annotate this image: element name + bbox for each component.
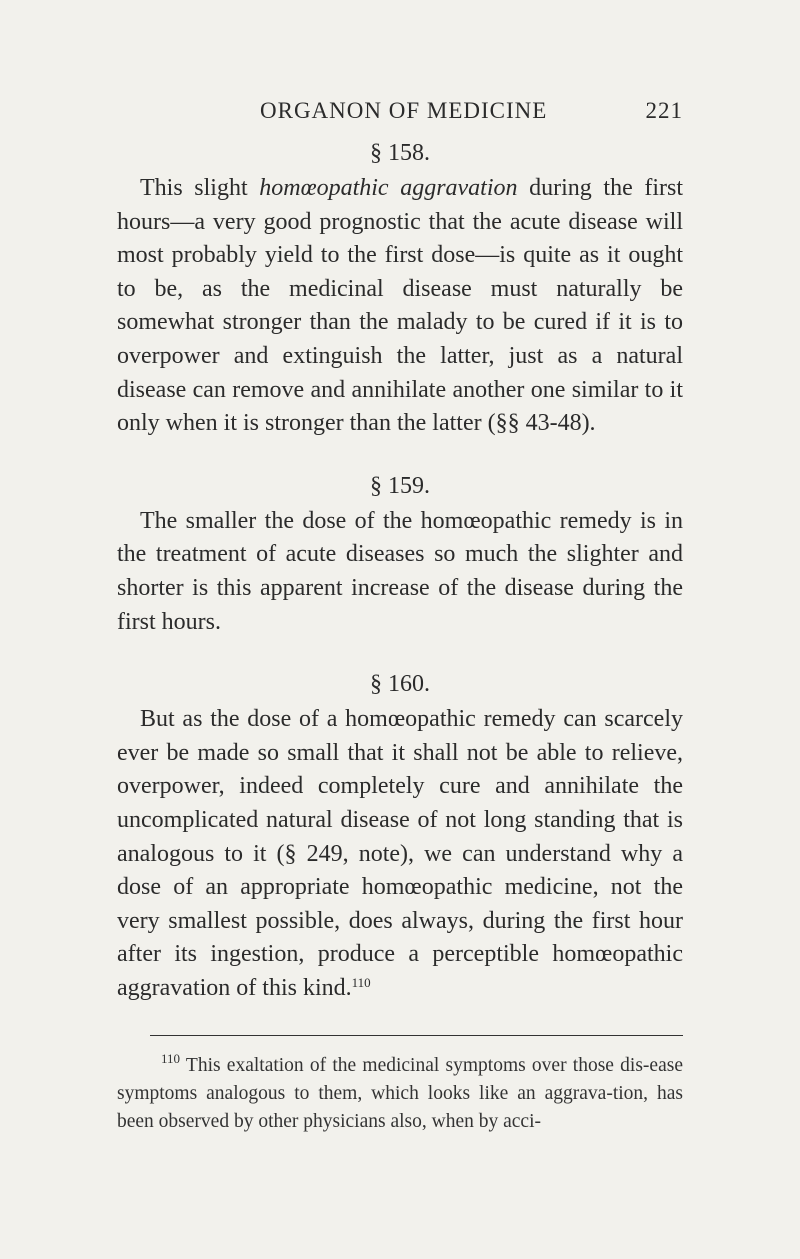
footnote-divider [150,1035,683,1036]
footnote-text: This exaltation of the medicinal symptoms over those dis-ease symptoms analogous to them, which looks like an aggrava-tion, has been observed by other physicians also, when by acci- [117,1055,683,1133]
paragraph-158-lead: This slight [140,175,260,201]
paragraph-158-emphasis: homœopathic aggravation [259,175,518,201]
paragraph-159: The smaller the dose of the homœopathic remedy is in the treatment of acute diseases so much the slighter and shorter is this apparent increase of the disease during the first hours. [117,507,683,635]
section-heading-158: § 158. [370,140,430,166]
paragraph-158 [117,172,683,441]
paragraph-158-rest: during the first hours—a very good prognostic that the acute disease will most probably yield to the first dose—is quite as it ought to be, as the medicinal disease must naturally be somewhat stronger than the malady to be cured if it is to overpower and extinguish the latter, just as a natural disease can remove and annihilate another one similar to it only when it is stronger than the latter (§§ 43-48). [117,175,684,437]
footnote-reference: 110 [351,974,371,990]
running-title: ORGANON OF MEDICINE [260,98,548,123]
book-page [117,92,683,1136]
footnote [117,1052,683,1136]
running-head [117,92,683,132]
section-heading-160: § 160. [370,671,430,698]
section-heading-159: § 159. [370,472,430,499]
page-number: 221 [645,98,683,123]
paragraph-160-text: But as the dose of a homœopathic remedy can scarcely ever be made so small that it shall not be able to relieve, overpower, indeed completely cure and annihilate the uncomplicated natural disease of not long standing that is analogous to it (§ 249, note), we can understand why a dose of an appropriate homœopathic medicine, not the very smallest possible, does always, during the first hour after its ingestion, produce a perceptible homœopathic aggravation of this kind. [117,706,683,1001]
paragraph-160 [117,703,683,1005]
footnote-number: 110 [161,1051,181,1067]
